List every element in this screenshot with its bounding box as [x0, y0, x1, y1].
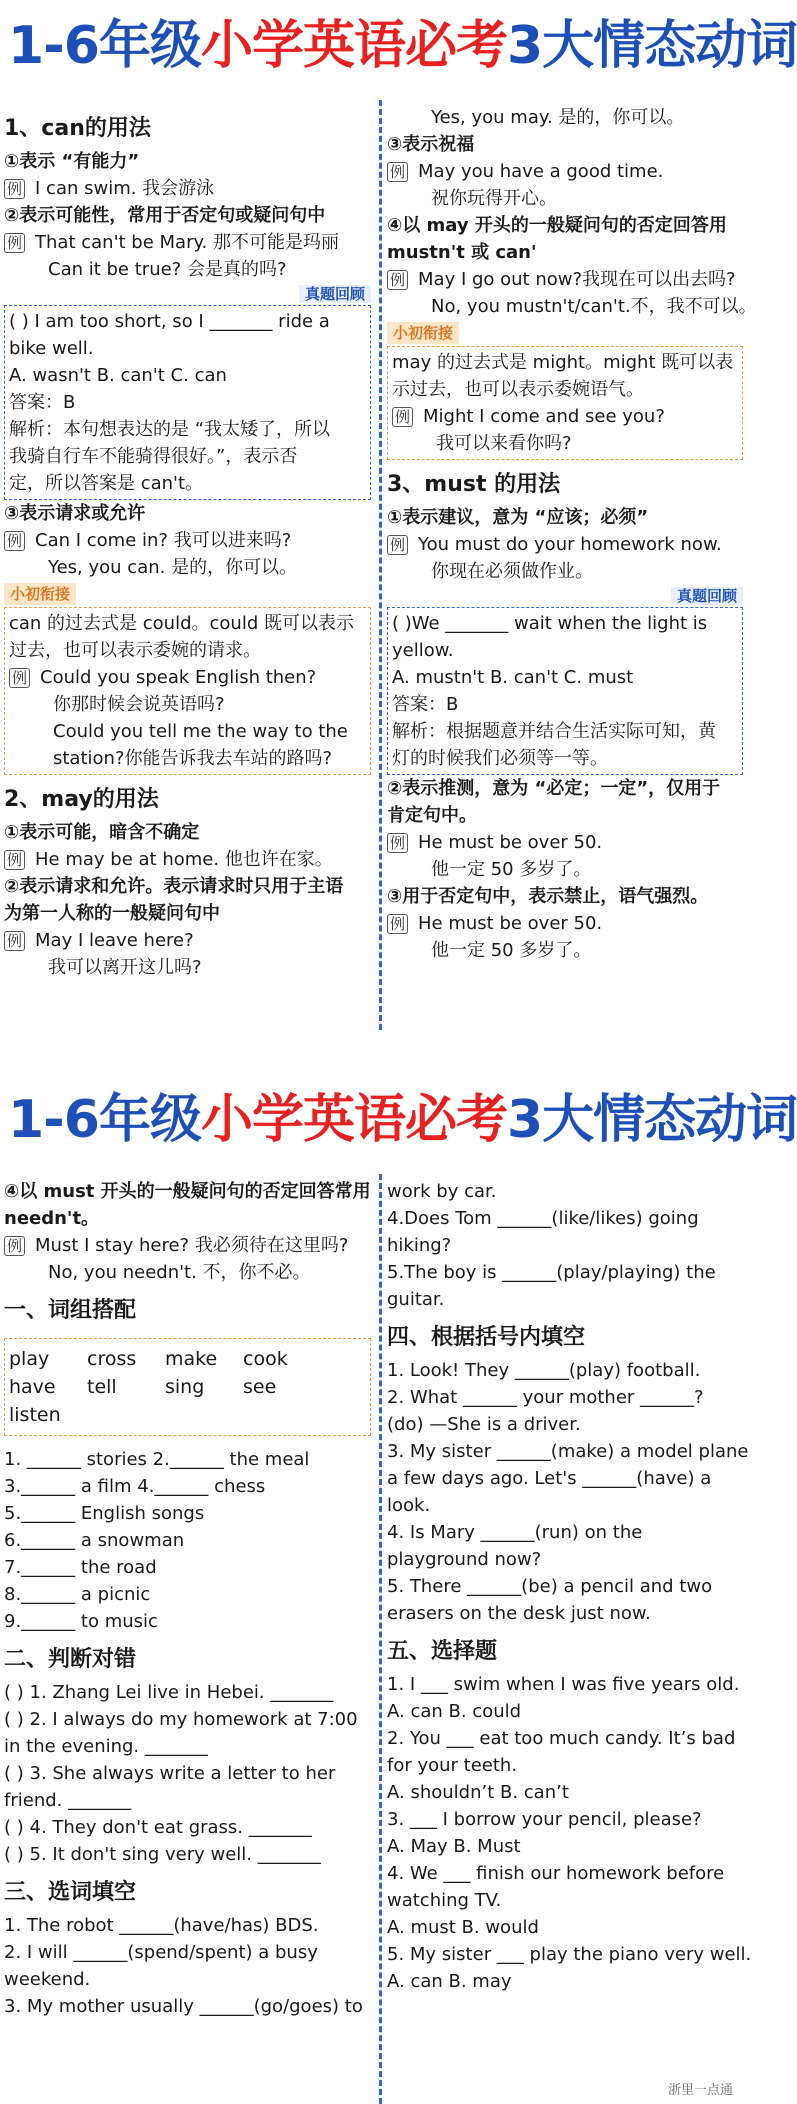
- example-text: You must do your homework now.: [418, 534, 722, 555]
- review-line: 定，所以答案是 can't。: [9, 473, 204, 494]
- exercise-line: 7.______ the road: [4, 1557, 157, 1578]
- exercise-line: 8.______ a picnic: [4, 1584, 151, 1605]
- word-row: [9, 1401, 366, 1429]
- exercise-line: (do) —She is a driver.: [387, 1414, 581, 1435]
- translation-line: 祝你玩得开心。: [431, 188, 557, 209]
- point-heading: ②表示推测，意为 “必定；一定”，仅用于: [387, 778, 721, 799]
- point-heading: ②表示请求和允许。表示请求时只用于主语: [4, 876, 344, 897]
- exercise-line: a few days ago. Let's ______(have) a: [387, 1468, 712, 1489]
- exercise-line: 5. My sister ___ play the piano very well.: [387, 1944, 752, 1965]
- translation-line: Yes, you may. 是的，你可以。: [431, 107, 685, 128]
- exercise-line: 3. My sister ______(make) a model plane: [387, 1441, 749, 1462]
- exercise-line: ( ) 4. They don't eat grass. _______: [4, 1817, 312, 1838]
- exercise-line: A. can B. could: [387, 1701, 522, 1722]
- point-heading: needn't。: [4, 1208, 100, 1229]
- word-row: [9, 1373, 366, 1401]
- example-label: 例: [387, 162, 408, 182]
- page-title: 1-6年级小学英语必考3大情态动词: [8, 1090, 797, 1150]
- word-item: have: [9, 1376, 56, 1398]
- note-tag-row: [387, 320, 743, 346]
- note-line: 过去，也可以表示委婉的请求。: [9, 640, 261, 661]
- example-label: 例: [4, 931, 25, 951]
- review-tag: [387, 585, 743, 607]
- note-tag: 小初衔接: [4, 583, 76, 605]
- point-heading: ①表示建议，意为 “应该；必须”: [387, 507, 649, 528]
- note-tag: 小初衔接: [387, 322, 459, 344]
- translation-line: 你那时候会说英语吗?: [53, 694, 225, 715]
- section-heading: 五、选择题: [387, 1639, 498, 1664]
- example-line: [4, 229, 371, 256]
- word-item: play: [9, 1348, 50, 1370]
- exercise-line: 3. My mother usually ______(go/goes) to: [4, 1996, 363, 2017]
- example-text: Might I come and see you?: [423, 406, 665, 427]
- example-text: That can't be Mary. 那不可能是玛丽: [35, 232, 340, 253]
- page-title: 1-6年级小学英语必考3大情态动词: [8, 16, 797, 76]
- translation-line: 我可以来看你吗?: [436, 433, 572, 454]
- translation-line: station?你能告诉我去车站的路吗?: [53, 748, 333, 769]
- review-box: [387, 607, 743, 775]
- word-item: cross: [87, 1348, 137, 1370]
- column-divider: [379, 100, 382, 1030]
- exercise-line: A. can B. may: [387, 1971, 512, 1992]
- example-line: [387, 266, 743, 293]
- example-line: [387, 829, 743, 856]
- example-text: Could you speak English then?: [40, 667, 317, 688]
- word-item: sing: [165, 1376, 205, 1398]
- example-text: Can I come in? 我可以进来吗?: [35, 530, 292, 551]
- point-heading: ③用于否定句中，表示禁止，语气强烈。: [387, 886, 709, 907]
- page-panel-2: [0, 1074, 797, 2104]
- point-heading: ④以 may 开头的一般疑问句的否定回答用: [387, 215, 727, 236]
- example-text: May you have a good time.: [418, 161, 664, 182]
- translation-line: 他一定 50 多岁了。: [431, 859, 592, 880]
- point-heading: 为第一人称的一般疑问句中: [4, 903, 220, 924]
- example-text: He must be over 50.: [418, 913, 603, 934]
- translation-line: No, you needn't. 不，你不必。: [48, 1262, 311, 1283]
- section-heading: 一、词组搭配: [4, 1298, 137, 1323]
- word-item: listen: [9, 1404, 61, 1426]
- section-heading: 四、根据括号内填空: [387, 1325, 586, 1350]
- column-left: [4, 104, 371, 1030]
- review-tag-text: 真题回顾: [299, 285, 371, 303]
- exercise-line: playground now?: [387, 1549, 542, 1570]
- exercise-line: A. shouldn’t B. can’t: [387, 1782, 569, 1803]
- exercise-line: 6.______ a snowman: [4, 1530, 185, 1551]
- exercise-line: A. must B. would: [387, 1917, 539, 1938]
- review-line: A. wasn't B. can't C. can: [9, 365, 227, 386]
- exercise-line: 1. I ___ swim when I was five years old.: [387, 1674, 740, 1695]
- point-heading: 肯定句中。: [387, 805, 477, 826]
- example-text: He may be at home. 他也许在家。: [35, 849, 333, 870]
- point-heading: ③表示请求或允许: [4, 503, 146, 524]
- exercise-line: 5.The boy is ______(play/playing) the: [387, 1262, 716, 1283]
- exercise-line: 9.______ to music: [4, 1611, 158, 1632]
- example-line: [4, 1232, 371, 1259]
- exercise-line: A. May B. Must: [387, 1836, 521, 1857]
- example-label: 例: [387, 914, 408, 934]
- review-line: bike well.: [9, 338, 94, 359]
- example-label: 例: [387, 833, 408, 853]
- translation-line: 他一定 50 多岁了。: [431, 940, 592, 961]
- example-label: 例: [4, 179, 25, 199]
- example-text: May I go out now?我现在可以出去吗?: [418, 269, 736, 290]
- note-line: can 的过去式是 could。could 既可以表示: [9, 613, 354, 634]
- exercise-line: 1. Look! They ______(play) football.: [387, 1360, 701, 1381]
- example-line: [9, 664, 366, 691]
- example-label: 例: [392, 407, 413, 427]
- exercise-line: 4.Does Tom ______(like/likes) going: [387, 1208, 699, 1229]
- column-left: [4, 1178, 371, 2104]
- word-item: see: [243, 1376, 277, 1398]
- review-box: [4, 305, 371, 500]
- note-line: 示过去，也可以表示委婉语气。: [392, 379, 644, 400]
- exercise-line: ( ) 3. She always write a letter to her: [4, 1763, 336, 1784]
- column-right: [387, 1178, 752, 2104]
- exercise-line: work by car.: [387, 1181, 497, 1202]
- example-label: 例: [4, 233, 25, 253]
- point-heading: ④以 must 开头的一般疑问句的否定回答常用: [4, 1181, 371, 1202]
- word-item: tell: [87, 1376, 117, 1398]
- exercise-line: guitar.: [387, 1289, 445, 1310]
- example-label: 例: [387, 535, 408, 555]
- exercise-line: look.: [387, 1495, 431, 1516]
- exercise-line: 2. What ______ your mother ______?: [387, 1387, 704, 1408]
- example-text: He must be over 50.: [418, 832, 603, 853]
- example-text: May I leave here?: [35, 930, 194, 951]
- review-line: 解析：本句想表达的是 “我太矮了，所以: [9, 419, 331, 440]
- point-heading: ②表示可能性，常用于否定句或疑问句中: [4, 205, 326, 226]
- example-text: I can swim. 我会游泳: [35, 178, 215, 199]
- example-line: [4, 846, 371, 873]
- exercise-line: 3.______ a film 4.______ chess: [4, 1476, 266, 1497]
- exercise-line: weekend.: [4, 1969, 91, 1990]
- note-box: [387, 346, 743, 460]
- exercise-line: ( ) 5. It don't sing very well. _______: [4, 1844, 321, 1865]
- example-label: 例: [387, 270, 408, 290]
- example-label: 例: [4, 850, 25, 870]
- exercise-line: 2. I will ______(spend/spent) a busy: [4, 1942, 318, 1963]
- review-line: 答案：B: [9, 392, 76, 413]
- example-line: [387, 531, 743, 558]
- exercise-line: 4. We ___ finish our homework before: [387, 1863, 725, 1884]
- word-row: [9, 1345, 366, 1373]
- exercise-line: watching TV.: [387, 1890, 502, 1911]
- example-line: [4, 175, 371, 202]
- review-line: ( )We _______ wait when the light is: [392, 613, 708, 634]
- section-heading: 二、判断对错: [4, 1647, 137, 1672]
- note-tag-row: [4, 581, 371, 607]
- review-line: 答案：B: [392, 694, 459, 715]
- translation-line: Can it be true? 会是真的吗?: [48, 259, 287, 280]
- exercise-line: friend. _______: [4, 1790, 132, 1811]
- exercise-line: 1. ______ stories 2.______ the meal: [4, 1449, 310, 1470]
- example-label: 例: [4, 531, 25, 551]
- review-line: A. mustn't B. can't C. must: [392, 667, 634, 688]
- translation-line: No, you mustn't/can't.不，我不可以。: [431, 296, 757, 317]
- review-line: 我骑自行车不能骑得很好。”，表示否: [9, 446, 298, 467]
- exercise-line: 5.______ English songs: [4, 1503, 205, 1524]
- review-line: 解析：根据题意并结合生活实际可知，黄: [392, 721, 716, 742]
- page-panel-1: [0, 0, 797, 1030]
- point-heading: ①表示 “有能力”: [4, 151, 140, 172]
- section-heading: 1、can的用法: [4, 116, 151, 141]
- exercise-line: 5. There ______(be) a pencil and two: [387, 1576, 713, 1597]
- example-label: 例: [9, 668, 30, 688]
- watermark: 浙里一点通: [667, 2083, 733, 2098]
- example-line: [387, 158, 743, 185]
- example-label: 例: [4, 1236, 25, 1256]
- translation-line: 我可以离开这儿吗?: [48, 957, 202, 978]
- exercise-line: 3. ___ I borrow your pencil, please?: [387, 1809, 702, 1830]
- column-divider: [379, 1174, 382, 2104]
- review-line: ( ) I am too short, so I _______ ride a: [9, 311, 330, 332]
- translation-line: Could you tell me the way to the: [53, 721, 348, 742]
- exercise-line: erasers on the desk just now.: [387, 1603, 651, 1624]
- exercise-line: 1. The robot ______(have/has) BDS.: [4, 1915, 319, 1936]
- section-heading: 3、must 的用法: [387, 472, 561, 497]
- exercise-line: in the evening. _______: [4, 1736, 208, 1757]
- exercise-line: ( ) 1. Zhang Lei live in Hebei. _______: [4, 1682, 334, 1703]
- point-heading: ③表示祝福: [387, 134, 475, 155]
- review-line: yellow.: [392, 640, 454, 661]
- exercise-line: 2. You ___ eat too much candy. It’s bad: [387, 1728, 736, 1749]
- section-heading: 2、may的用法: [4, 787, 159, 812]
- example-line: [392, 403, 738, 430]
- word-bank: [4, 1338, 371, 1436]
- note-line: may 的过去式是 might。might 既可以表: [392, 352, 734, 373]
- review-tag: [4, 283, 371, 305]
- example-line: [4, 927, 371, 954]
- point-heading: ①表示可能，暗含不确定: [4, 822, 200, 843]
- section-heading: 三、选词填空: [4, 1880, 137, 1905]
- exercise-line: ( ) 2. I always do my homework at 7:00: [4, 1709, 358, 1730]
- translation-line: Yes, you can. 是的，你可以。: [48, 557, 298, 578]
- example-line: [4, 527, 371, 554]
- example-text: Must I stay here? 我必须待在这里吗?: [35, 1235, 349, 1256]
- exercise-line: hiking?: [387, 1235, 452, 1256]
- exercise-line: for your teeth.: [387, 1755, 518, 1776]
- translation-line: 你现在必须做作业。: [431, 561, 593, 582]
- word-item: cook: [243, 1348, 288, 1370]
- exercise-line: 4. Is Mary ______(run) on the: [387, 1522, 643, 1543]
- review-tag-text: 真题回顾: [671, 587, 743, 605]
- note-box: [4, 607, 371, 775]
- column-right: [387, 104, 757, 1030]
- review-line: 灯的时候我们必须等一等。: [392, 748, 608, 769]
- word-item: make: [165, 1348, 218, 1370]
- point-heading: mustn't 或 can': [387, 242, 537, 263]
- example-line: [387, 910, 743, 937]
